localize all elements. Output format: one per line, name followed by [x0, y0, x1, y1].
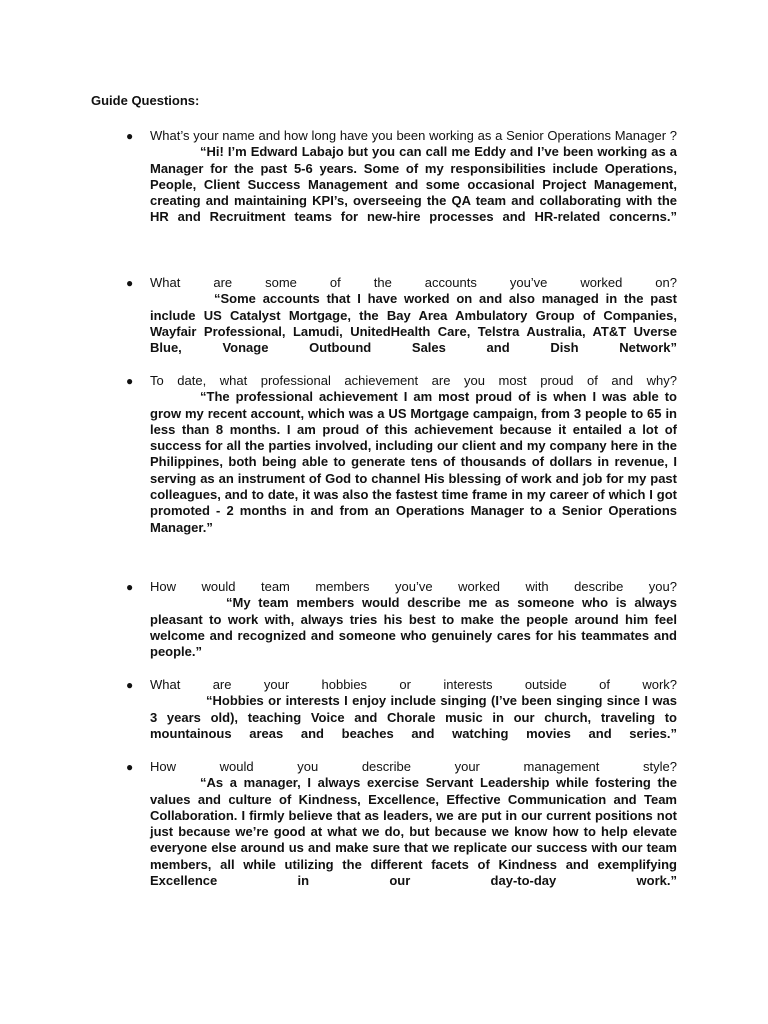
answer-3-text: “The professional achievement I am most proud of is when I was able to grow my recent account, which was a US Mortgage campaign, from 3 people to 65 in less than 8 months. I am proud of this achievement because it entailed a lot of success for all the parties involved, including our client and my company here in the Philippines, both being able to generate tens of thousands of dollars in revenue, I serving as an instrument of God to channel His blessing of work and job for my past colleagues, and to date, it was also the fastest time frame in my career of which I got promoted - 2 months in and from an Operations Manager to a Senior Operations Manager.”: [150, 389, 677, 535]
answer-4-text: “My team members would describe me as someone who is always pleasant to work with, always tries his best to make the people around him feel welcome and recognized and someone who genuinely cares for his teammates and people.”: [150, 595, 677, 660]
qa-item-2: [126, 275, 677, 356]
qa-item-3: [126, 373, 677, 536]
answer-5: [150, 693, 677, 742]
question-4: How would team members you’ve worked with describe you?: [150, 579, 677, 594]
question-5: What are your hobbies or interests outside of work?: [150, 677, 677, 692]
question-6: How would you describe your management style?: [150, 759, 677, 774]
answer-6: [150, 775, 677, 889]
answer-3: [150, 389, 677, 536]
question-3: To date, what professional achievement are you most proud of and why?: [150, 373, 677, 388]
qa-item-1: [126, 128, 677, 226]
question-1: What’s your name and how long have you been working as a Senior Operations Manager ?: [150, 128, 677, 143]
bullet-icon: ●: [126, 678, 134, 692]
bullet-icon: ●: [126, 129, 134, 143]
answer-1: [150, 144, 677, 225]
question-2: What are some of the accounts you’ve worked on?: [150, 275, 677, 290]
qa-item-4: [126, 579, 677, 660]
qa-item-6: [126, 759, 677, 889]
qa-item-5: [126, 677, 677, 742]
bullet-icon: ●: [126, 760, 134, 774]
answer-4: [150, 595, 677, 660]
answer-6-text: “As a manager, I always exercise Servant Leadership while fostering the values and culture of Kindness, Excellence, Effective Communication and Team Collaboration. I firmly believe that as leaders, we are put in our current positions not just because we’re good at what we do, but because we know how to help elevate everyone else around us and make sure that we replicate our success with our team members, all while utilizing the different facets of Kindness and exemplifying Excellence in our day-to-day work.”: [150, 775, 677, 889]
answer-2-text: “Some accounts that I have worked on and also managed in the past include US Catalyst Mortgage, the Bay Area Ambulatory Group of Companies, Wayfair Professional, Lamudi, UnitedHealth Care, Telstra Australia, AT&T Uverse Blue, Vonage Outbound Sales and Dish Network”: [150, 291, 677, 356]
bullet-icon: ●: [126, 276, 134, 290]
bullet-icon: ●: [126, 374, 134, 388]
answer-5-text: “Hobbies or interests I enjoy include singing (I’ve been singing since I was 3 years old), teaching Voice and Chorale music in our church, traveling to mountainous areas and beaches and watching movies and series.”: [150, 693, 677, 741]
guide-questions-heading: Guide Questions:: [91, 93, 200, 108]
answer-2: [150, 291, 677, 356]
bullet-icon: ●: [126, 580, 134, 594]
answer-1-text: “Hi! I’m Edward Labajo but you can call me Eddy and I’ve been working as a Manager for the past 5-6 years. Some of my responsibilities include Operations, People, Client Success Management and some occasional Project Management, creating and maintaining KPI’s, overseeing the QA team and collaborating with the HR and Recruitment teams for new-hire processes and HR-related concerns.”: [150, 144, 677, 225]
